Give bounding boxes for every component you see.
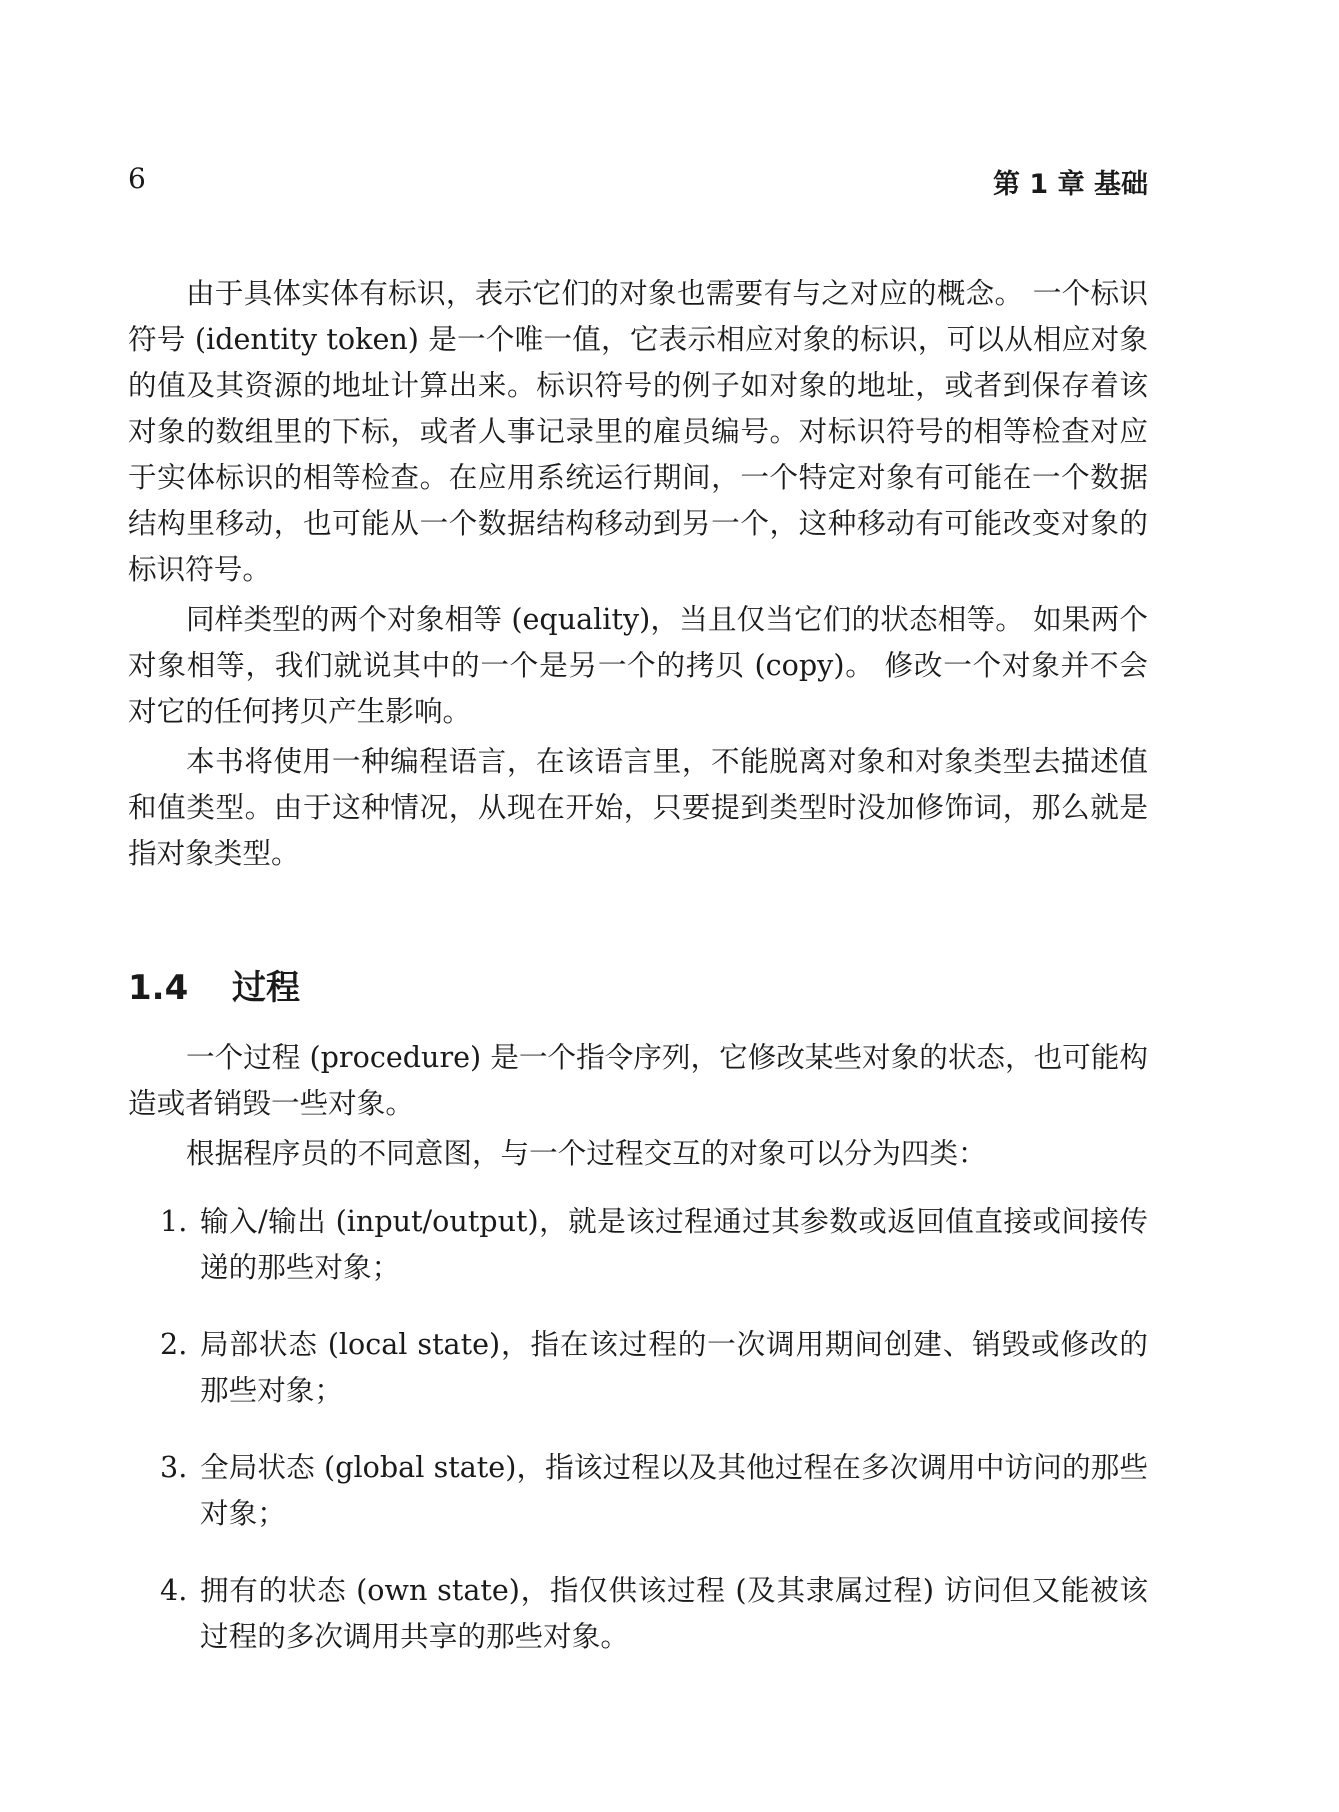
page-number: 6: [128, 162, 146, 195]
list-item-text: 拥有的状态 (own state)，指仅供该过程 (及其隶属过程) 访问但又能被该过程的多次调用共享的那些对象。: [200, 1573, 1148, 1653]
object-category-list: [128, 1198, 1148, 1690]
intro-text-block: [128, 270, 1148, 880]
section-heading: [128, 960, 300, 1009]
section-text-block: [128, 1034, 1148, 1180]
paragraph-object-categories: 根据程序员的不同意图，与一个过程交互的对象可以分为四类：: [186, 1136, 987, 1170]
paragraph-object-types: 本书将使用一种编程语言，在该语言里，不能脱离对象和对象类型去描述值和值类型。由于这种情况，从现在开始，只要提到类型时没加修饰词，那么就是指对象类型。: [128, 744, 1148, 870]
list-item: [128, 1567, 1148, 1659]
list-item-text: 全局状态 (global state)，指该过程以及其他过程在多次调用中访问的那些对象；: [200, 1450, 1148, 1530]
list-item-text: 输入/输出 (input/output)，就是该过程通过其参数或返回值直接或间接传递的那些对象；: [200, 1204, 1148, 1284]
chapter-running-head: 第 1 章 基础: [993, 169, 1148, 200]
list-item: [128, 1444, 1148, 1536]
section-number: 1.4: [128, 968, 189, 1008]
list-marker: 3.: [160, 1450, 188, 1484]
list-marker: 2.: [160, 1327, 188, 1361]
section-title: 过程: [232, 968, 300, 1008]
list-item: [128, 1198, 1148, 1290]
page-header: [128, 162, 1148, 202]
list-item: [128, 1321, 1148, 1413]
list-marker: 1.: [160, 1204, 188, 1238]
paragraph-identity-token: 由于具体实体有标识，表示它们的对象也需要有与之对应的概念。 一个标识符号 (identity token) 是一个唯一值，它表示相应对象的标识，可以从相应对象的值及其资源的地址计算出来。标识符号的例子如对象的地址，或者到保存着该对象的数组里的下标，或者人事记录里的雇员编号。对标识符号的相等检查对应于实体标识的相等检查。在应用系统运行期间，一个特定对象有可能在一个数据结构里移动，也可能从一个数据结构移动到另一个，这种移动有可能改变对象的标识符号。: [128, 276, 1148, 586]
list-item-text: 局部状态 (local state)，指在该过程的一次调用期间创建、销毁或修改的那些对象；: [200, 1327, 1148, 1407]
paragraph-procedure-definition: 一个过程 (procedure) 是一个指令序列，它修改某些对象的状态，也可能构造或者销毁一些对象。: [128, 1040, 1148, 1120]
list-marker: 4.: [160, 1573, 188, 1607]
paragraph-equality: 同样类型的两个对象相等 (equality)，当且仅当它们的状态相等。 如果两个对象相等，我们就说其中的一个是另一个的拷贝 (copy)。 修改一个对象并不会对它的任何拷贝产生影响。: [128, 602, 1148, 728]
